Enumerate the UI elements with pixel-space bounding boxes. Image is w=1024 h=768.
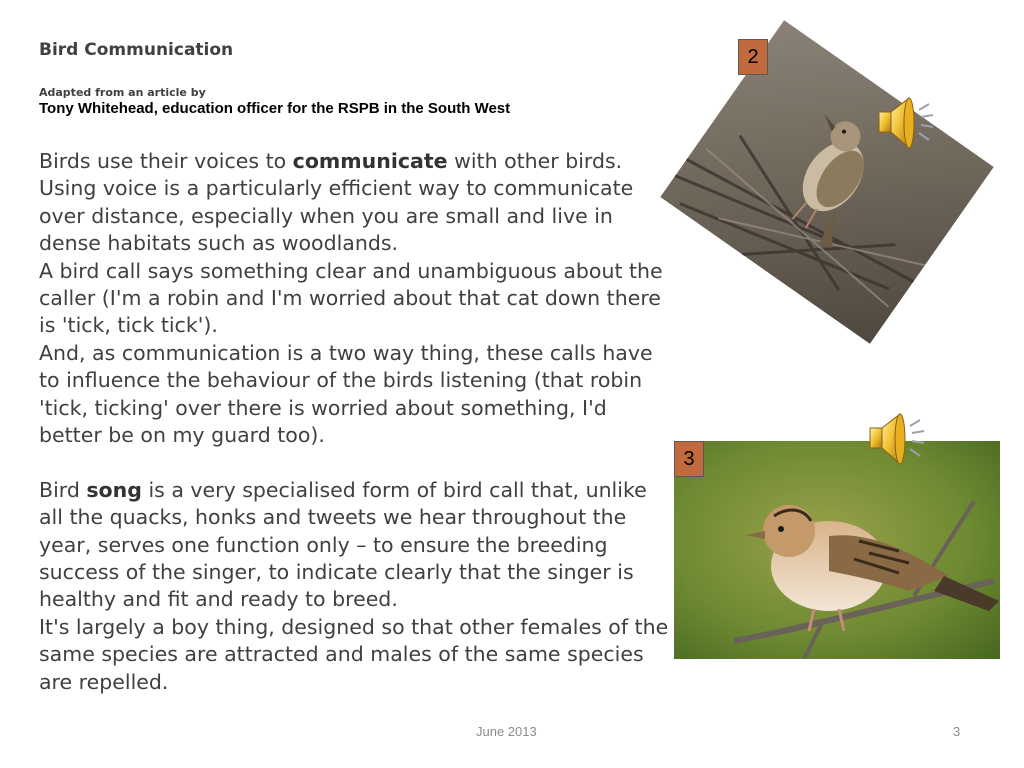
- speaker-icon[interactable]: [875, 90, 937, 156]
- paragraph-2: A bird call says something clear and unambiguous about the caller (I'm a robin and I'm worried about that cat down there is 'tick, tick tick').: [39, 258, 663, 338]
- para1-text: Birds use their voices to: [39, 149, 293, 173]
- para4-bold: song: [86, 477, 142, 502]
- paragraph-4: [39, 477, 669, 614]
- media-number-badge: 2: [738, 39, 768, 75]
- para4-text-rest: is a very specialised form of bird call that, unlike all the quacks, honks and tweets we hear throughout the year, serves one function only – to ensure the breeding success of the singer, to indicate clearly that the singer is healthy and fit and ready to breed.: [39, 477, 647, 612]
- slide-title: Bird Communication: [39, 40, 234, 60]
- bird-photo-bottom: [674, 441, 1000, 659]
- para1-bold: communicate: [292, 149, 448, 173]
- author-line: Tony Whitehead, education officer for the RSPB in the South West: [39, 100, 511, 117]
- bird-photo-top: [660, 20, 994, 344]
- para1-text-rest: with other birds. Using voice is a particularly efficient way to communicate over distance, especially when you are small and live in dense habitats such as woodlands.: [39, 149, 634, 256]
- body-text: [39, 148, 669, 696]
- paragraph-5: It's largely a boy thing, designed so that other females of the same species are attracted and males of the same species are repelled.: [39, 614, 669, 694]
- para4-text: Bird: [39, 477, 87, 502]
- page-number: 3: [953, 724, 961, 739]
- paragraph-3: And, as communication is a two way thing, these calls have to influence the behaviour of the birds listening (that robin 'tick, ticking' over there is worried about something, I'd better be on my guard too).: [39, 340, 653, 448]
- footer-date: June 2013: [476, 724, 537, 739]
- adapted-from-label: Adapted from an article by: [39, 86, 206, 99]
- paragraph-1: [39, 148, 669, 258]
- media-number-badge: 3: [674, 441, 704, 477]
- speaker-icon[interactable]: [866, 406, 928, 472]
